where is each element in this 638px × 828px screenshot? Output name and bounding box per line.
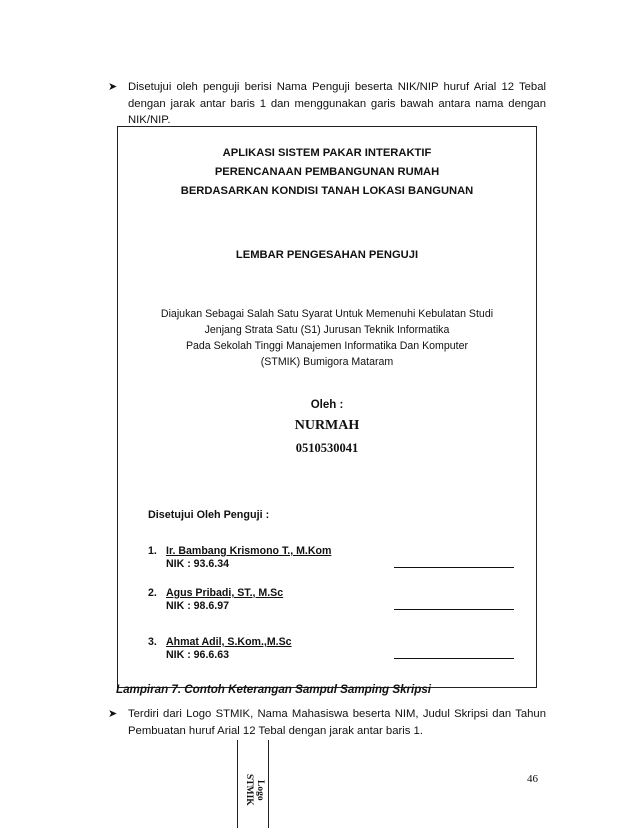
page-number: 46 xyxy=(527,773,538,785)
purpose-line-3: Pada Sekolah Tinggi Manajemen Informatika Dan Komputer xyxy=(185,340,469,352)
examiner-name: Ahmat Adil, S.Kom.,M.Sc xyxy=(166,636,292,648)
examiner-nik: NIK : 98.6.97 xyxy=(166,600,230,612)
examiner-nik: NIK : 96.6.63 xyxy=(166,649,230,661)
by-label: Oleh : xyxy=(310,399,344,411)
bullet-spine-note xyxy=(108,706,546,739)
spine-sample xyxy=(237,740,269,828)
approved-by-label: Disetujui Oleh Penguji : xyxy=(148,509,270,521)
logo-placeholder xyxy=(239,760,269,820)
sheet-title: LEMBAR PENGESAHAN PENGUJI xyxy=(235,249,419,261)
student-name: NURMAH xyxy=(294,418,360,433)
examiner-name: Ir. Bambang Krismono T., M.Kom xyxy=(166,545,332,557)
arrow-bullet-icon: ➤ xyxy=(108,81,118,93)
thesis-title-line-2: PERENCANAAN PEMBANGUNAN RUMAH xyxy=(214,166,440,178)
thesis-title-line-3: BERDASARKAN KONDISI TANAH LOKASI BANGUNAN xyxy=(180,185,474,197)
student-nim: 0510530041 xyxy=(295,441,359,455)
purpose-line-4: (STMIK) Bumigora Mataram xyxy=(260,356,394,368)
examiner-number: 3. xyxy=(148,636,157,648)
purpose-line-2: Jenjang Strata Satu (S1) Jurusan Teknik Informatika xyxy=(204,324,450,336)
signature-line xyxy=(394,567,514,568)
bullet-approval-text: Disetujui oleh penguji berisi Nama Penguji beserta NIK/NIP huruf Arial 12 Tebal dengan jarak antar baris 1 dan menggunakan garis bawah antara nama dengan NIK/NIP. xyxy=(128,81,546,126)
examiner-nik: NIK : 93.6.34 xyxy=(166,558,230,570)
bullet-spine-text: Terdiri dari Logo STMIK, Nama Mahasiswa beserta NIM, Judul Skripsi dan Tahun Pembuatan huruf Arial 12 Tebal dengan jarak antar baris 1. xyxy=(128,708,546,737)
purpose-line-1: Diajukan Sebagai Salah Satu Syarat Untuk Memenuhi Kebulatan Studi xyxy=(160,308,494,320)
bullet-approval-note xyxy=(108,79,546,129)
signature-line xyxy=(394,609,514,610)
examiner-number: 2. xyxy=(148,587,157,599)
approval-sheet-sample xyxy=(117,126,537,688)
lampiran-heading: Lampiran 7. Contoh Keterangan Sampul Samping Skripsi xyxy=(116,683,432,696)
logo-label: Logo xyxy=(255,779,265,801)
examiner-name: Agus Pribadi, ST., M.Sc xyxy=(166,587,284,599)
arrow-bullet-icon: ➤ xyxy=(108,708,118,720)
signature-line xyxy=(394,658,514,659)
thesis-title-line-1: APLIKASI SISTEM PAKAR INTERAKTIF xyxy=(222,147,432,159)
logo-institution: STMIK xyxy=(244,774,254,806)
examiner-number: 1. xyxy=(148,545,157,557)
